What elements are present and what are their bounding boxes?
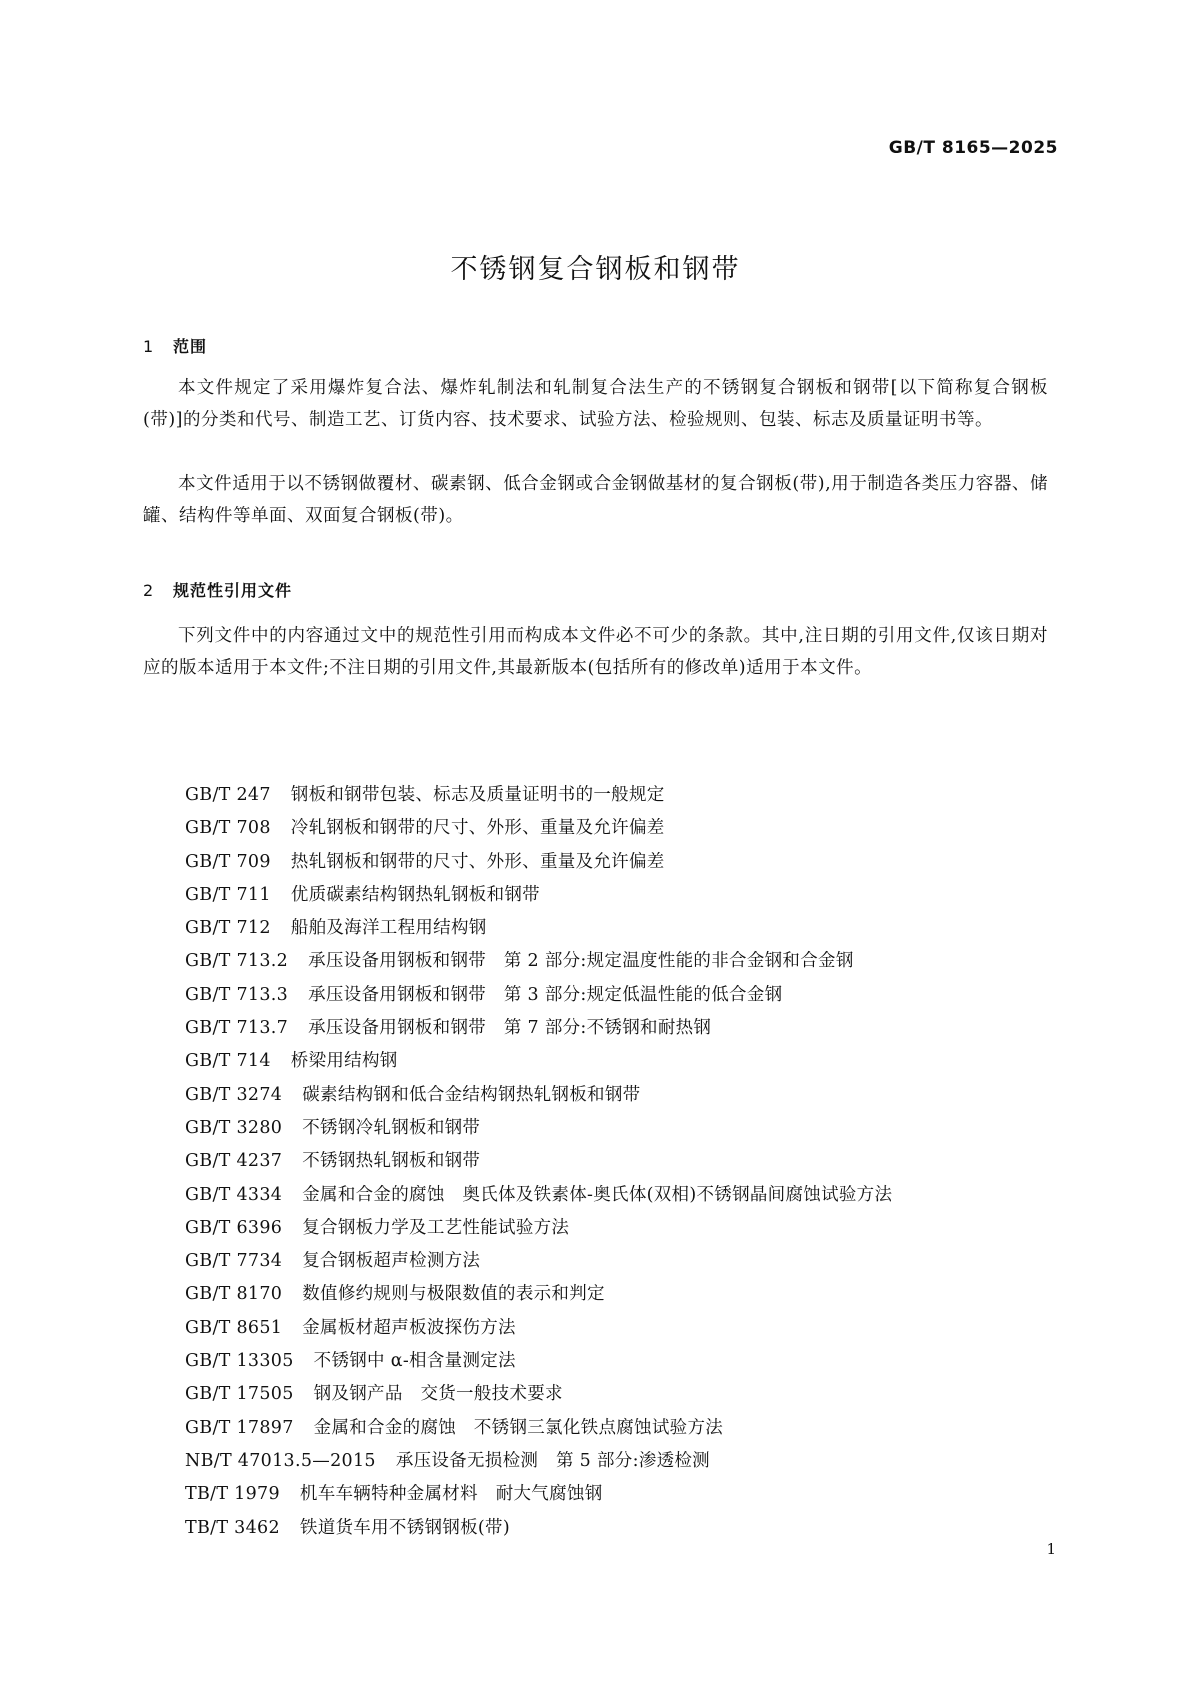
- reference-item: [185, 779, 892, 812]
- reference-code: GB/T 713.7: [185, 1018, 289, 1039]
- reference-code: GB/T 3280: [185, 1117, 283, 1138]
- section-heading-normative-references: [143, 578, 292, 601]
- reference-code: GB/T 709: [185, 851, 271, 872]
- section-number: 1: [143, 337, 155, 356]
- reference-item: [185, 1412, 892, 1445]
- reference-item: [185, 812, 892, 845]
- reference-title: 优质碳素结构钢热轧钢板和钢带: [290, 884, 540, 905]
- reference-item: [185, 1278, 892, 1311]
- reference-code: GB/T 712: [185, 918, 271, 939]
- standard-code: GB/T 8165—2025: [888, 138, 1058, 158]
- page-number: 1: [1046, 1540, 1056, 1558]
- reference-title: 钢板和钢带包装、标志及质量证明书的一般规定: [290, 785, 665, 805]
- reference-title: 不锈钢中 α-相含量测定法: [313, 1351, 516, 1372]
- reference-code: GB/T 6396: [185, 1217, 283, 1238]
- reference-item: [185, 1245, 892, 1278]
- reference-title: 碳素结构钢和低合金结构钢热轧钢板和钢带: [302, 1084, 641, 1105]
- reference-code: NB/T 47013.5—2015: [185, 1450, 376, 1471]
- reference-title: 金属和合金的腐蚀 奥氏体及铁素体-奥氏体(双相)不锈钢晶间腐蚀试验方法: [302, 1184, 893, 1205]
- reference-title: 承压设备用钢板和钢带 第 2 部分:规定温度性能的非合金钢和合金钢: [308, 951, 854, 972]
- reference-code: TB/T 3462: [185, 1517, 280, 1538]
- reference-item: [185, 846, 892, 879]
- reference-item: [185, 1112, 892, 1145]
- reference-item: [185, 1512, 892, 1545]
- reference-item: [185, 1179, 892, 1212]
- reference-title: 复合钢板超声检测方法: [302, 1251, 481, 1272]
- reference-title: 桥梁用结构钢: [290, 1051, 398, 1072]
- reference-title: 钢及钢产品 交货一般技术要求: [313, 1384, 563, 1405]
- section-heading-scope: [143, 334, 207, 357]
- reference-item: [185, 1345, 892, 1378]
- section-number: 2: [143, 581, 155, 600]
- reference-code: GB/T 4237: [185, 1151, 283, 1172]
- reference-code: GB/T 714: [185, 1051, 271, 1072]
- reference-item: [185, 945, 892, 978]
- reference-code: GB/T 8170: [185, 1284, 283, 1305]
- reference-code: GB/T 711: [185, 884, 271, 905]
- reference-item: [185, 1478, 892, 1511]
- reference-item: [185, 1079, 892, 1112]
- reference-code: GB/T 247: [185, 785, 271, 805]
- reference-title: 热轧钢板和钢带的尺寸、外形、重量及允许偏差: [290, 851, 665, 872]
- section-title: 规范性引用文件: [173, 581, 293, 600]
- reference-code: GB/T 17897: [185, 1417, 294, 1438]
- reference-title: 铁道货车用不锈钢钢板(带): [299, 1517, 510, 1538]
- reference-item: [185, 1145, 892, 1178]
- reference-item: [185, 1045, 892, 1078]
- reference-item: [185, 1445, 892, 1478]
- reference-title: 金属板材超声板波探伤方法: [302, 1317, 516, 1338]
- reference-code: GB/T 13305: [185, 1351, 294, 1372]
- reference-code: GB/T 7734: [185, 1251, 283, 1272]
- reference-title: 复合钢板力学及工艺性能试验方法: [302, 1217, 570, 1238]
- reference-title: 不锈钢冷轧钢板和钢带: [302, 1117, 481, 1138]
- reference-code: TB/T 1979: [185, 1484, 280, 1505]
- reference-code: GB/T 3274: [185, 1084, 283, 1105]
- reference-title: 不锈钢热轧钢板和钢带: [302, 1151, 481, 1172]
- reference-item: [185, 1212, 892, 1245]
- reference-item: [185, 912, 892, 945]
- reference-code: GB/T 17505: [185, 1384, 294, 1405]
- reference-code: GB/T 8651: [185, 1317, 283, 1338]
- reference-item: [185, 879, 892, 912]
- reference-title: 冷轧钢板和钢带的尺寸、外形、重量及允许偏差: [290, 818, 665, 839]
- document-title: 不锈钢复合钢板和钢带: [450, 254, 741, 285]
- reference-code: GB/T 713.2: [185, 951, 289, 972]
- reference-item: [185, 1312, 892, 1345]
- reference-title: 承压设备用钢板和钢带 第 3 部分:规定低温性能的低合金钢: [308, 984, 783, 1005]
- reference-code: GB/T 4334: [185, 1184, 283, 1205]
- reference-item: [185, 979, 892, 1012]
- reference-title: 船舶及海洋工程用结构钢: [290, 918, 487, 939]
- reference-title: 金属和合金的腐蚀 不锈钢三氯化铁点腐蚀试验方法: [313, 1417, 724, 1438]
- reference-title: 数值修约规则与极限数值的表示和判定: [302, 1284, 605, 1305]
- reference-item: [185, 1378, 892, 1411]
- reference-list: [185, 779, 892, 1545]
- reference-title: 承压设备用钢板和钢带 第 7 部分:不锈钢和耐热钢: [308, 1018, 712, 1039]
- section-title: 范围: [173, 337, 208, 356]
- references-intro-paragraph: 下列文件中的内容通过文中的规范性引用而构成本文件必不可少的条款。其中,注日期的引用文件,仅该日期对应的版本适用于本文件;不注日期的引用文件,其最新版本(包括所有的修改单)适用于本文件。: [143, 626, 1048, 678]
- reference-title: 承压设备无损检测 第 5 部分:渗透检测: [395, 1450, 710, 1471]
- reference-title: 机车车辆特种金属材料 耐大气腐蚀钢: [299, 1484, 603, 1505]
- reference-code: GB/T 708: [185, 818, 271, 839]
- reference-code: GB/T 713.3: [185, 984, 289, 1005]
- scope-paragraph-2: 本文件适用于以不锈钢做覆材、碳素钢、低合金钢或合金钢做基材的复合钢板(带),用于制造各类压力容器、储罐、结构件等单面、双面复合钢板(带)。: [143, 474, 1048, 526]
- scope-paragraph-1: 本文件规定了采用爆炸复合法、爆炸轧制法和轧制复合法生产的不锈钢复合钢板和钢带[以下简称复合钢板(带)]的分类和代号、制造工艺、订货内容、技术要求、试验方法、检验规则、包装、标志及质量证明书等。: [143, 378, 1048, 430]
- reference-item: [185, 1012, 892, 1045]
